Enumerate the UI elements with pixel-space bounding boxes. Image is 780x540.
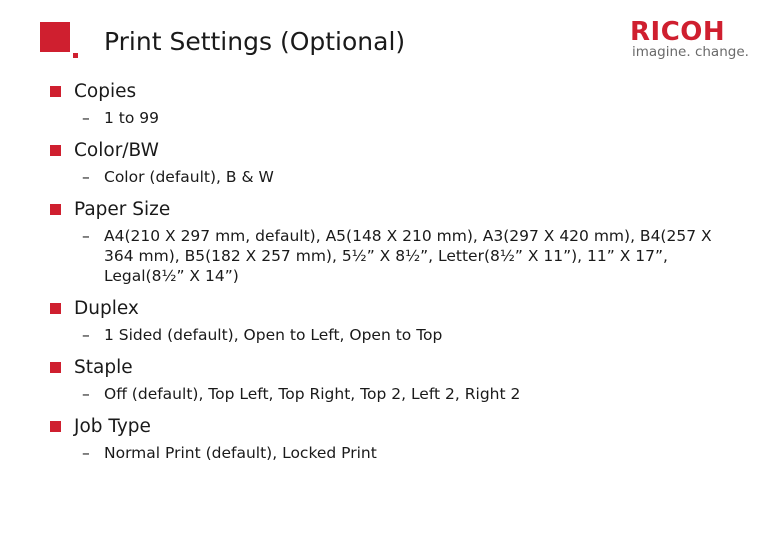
list-item-staple	[50, 355, 750, 404]
section-detail: 1 to 99	[104, 109, 159, 127]
section-detail: Color (default), B & W	[104, 168, 274, 186]
page-title: Print Settings (Optional)	[104, 27, 406, 56]
list-item-duplex	[50, 296, 750, 345]
ricoh-logo	[630, 18, 748, 66]
list-item-copies	[50, 79, 750, 128]
title-marker-square	[40, 22, 70, 52]
logo-wordmark: RICOH	[630, 17, 726, 47]
section-heading: Copies	[74, 81, 137, 102]
bullet-icon	[50, 303, 61, 314]
dash-icon: –	[82, 227, 90, 245]
dash-icon: –	[82, 444, 90, 462]
logo-tagline: imagine. change.	[632, 44, 749, 60]
section-detail: 1 Sided (default), Open to Left, Open to Top	[104, 326, 443, 344]
bullet-icon	[50, 86, 61, 97]
dash-icon: –	[82, 326, 90, 344]
dash-icon: –	[82, 385, 90, 403]
section-heading: Color/BW	[74, 140, 159, 161]
title-marker-dot	[73, 53, 78, 58]
section-heading: Paper Size	[74, 199, 171, 220]
settings-list	[50, 79, 750, 473]
list-item-job-type	[50, 414, 750, 463]
dash-icon: –	[82, 168, 90, 186]
bullet-icon	[50, 204, 61, 215]
section-heading: Job Type	[74, 416, 151, 437]
list-item-paper-size	[50, 197, 750, 286]
section-detail: Off (default), Top Left, Top Right, Top 2, Left 2, Right 2	[104, 385, 521, 403]
section-heading: Staple	[74, 357, 133, 378]
section-heading: Duplex	[74, 298, 139, 319]
bullet-icon	[50, 362, 61, 373]
list-item-color-bw	[50, 138, 750, 187]
title-marker-icon	[40, 22, 76, 58]
dash-icon: –	[82, 109, 90, 127]
bullet-icon	[50, 421, 61, 432]
section-detail: Normal Print (default), Locked Print	[104, 444, 377, 462]
bullet-icon	[50, 145, 61, 156]
section-detail: A4(210 X 297 mm, default), A5(148 X 210 mm), A3(297 X 420 mm), B4(257 X 364 mm), B5(182 X 257 mm), 5½” X 8½”, Letter(8½” X 11”), 11” X 17”, Legal(8½” X 14”)	[104, 227, 712, 285]
